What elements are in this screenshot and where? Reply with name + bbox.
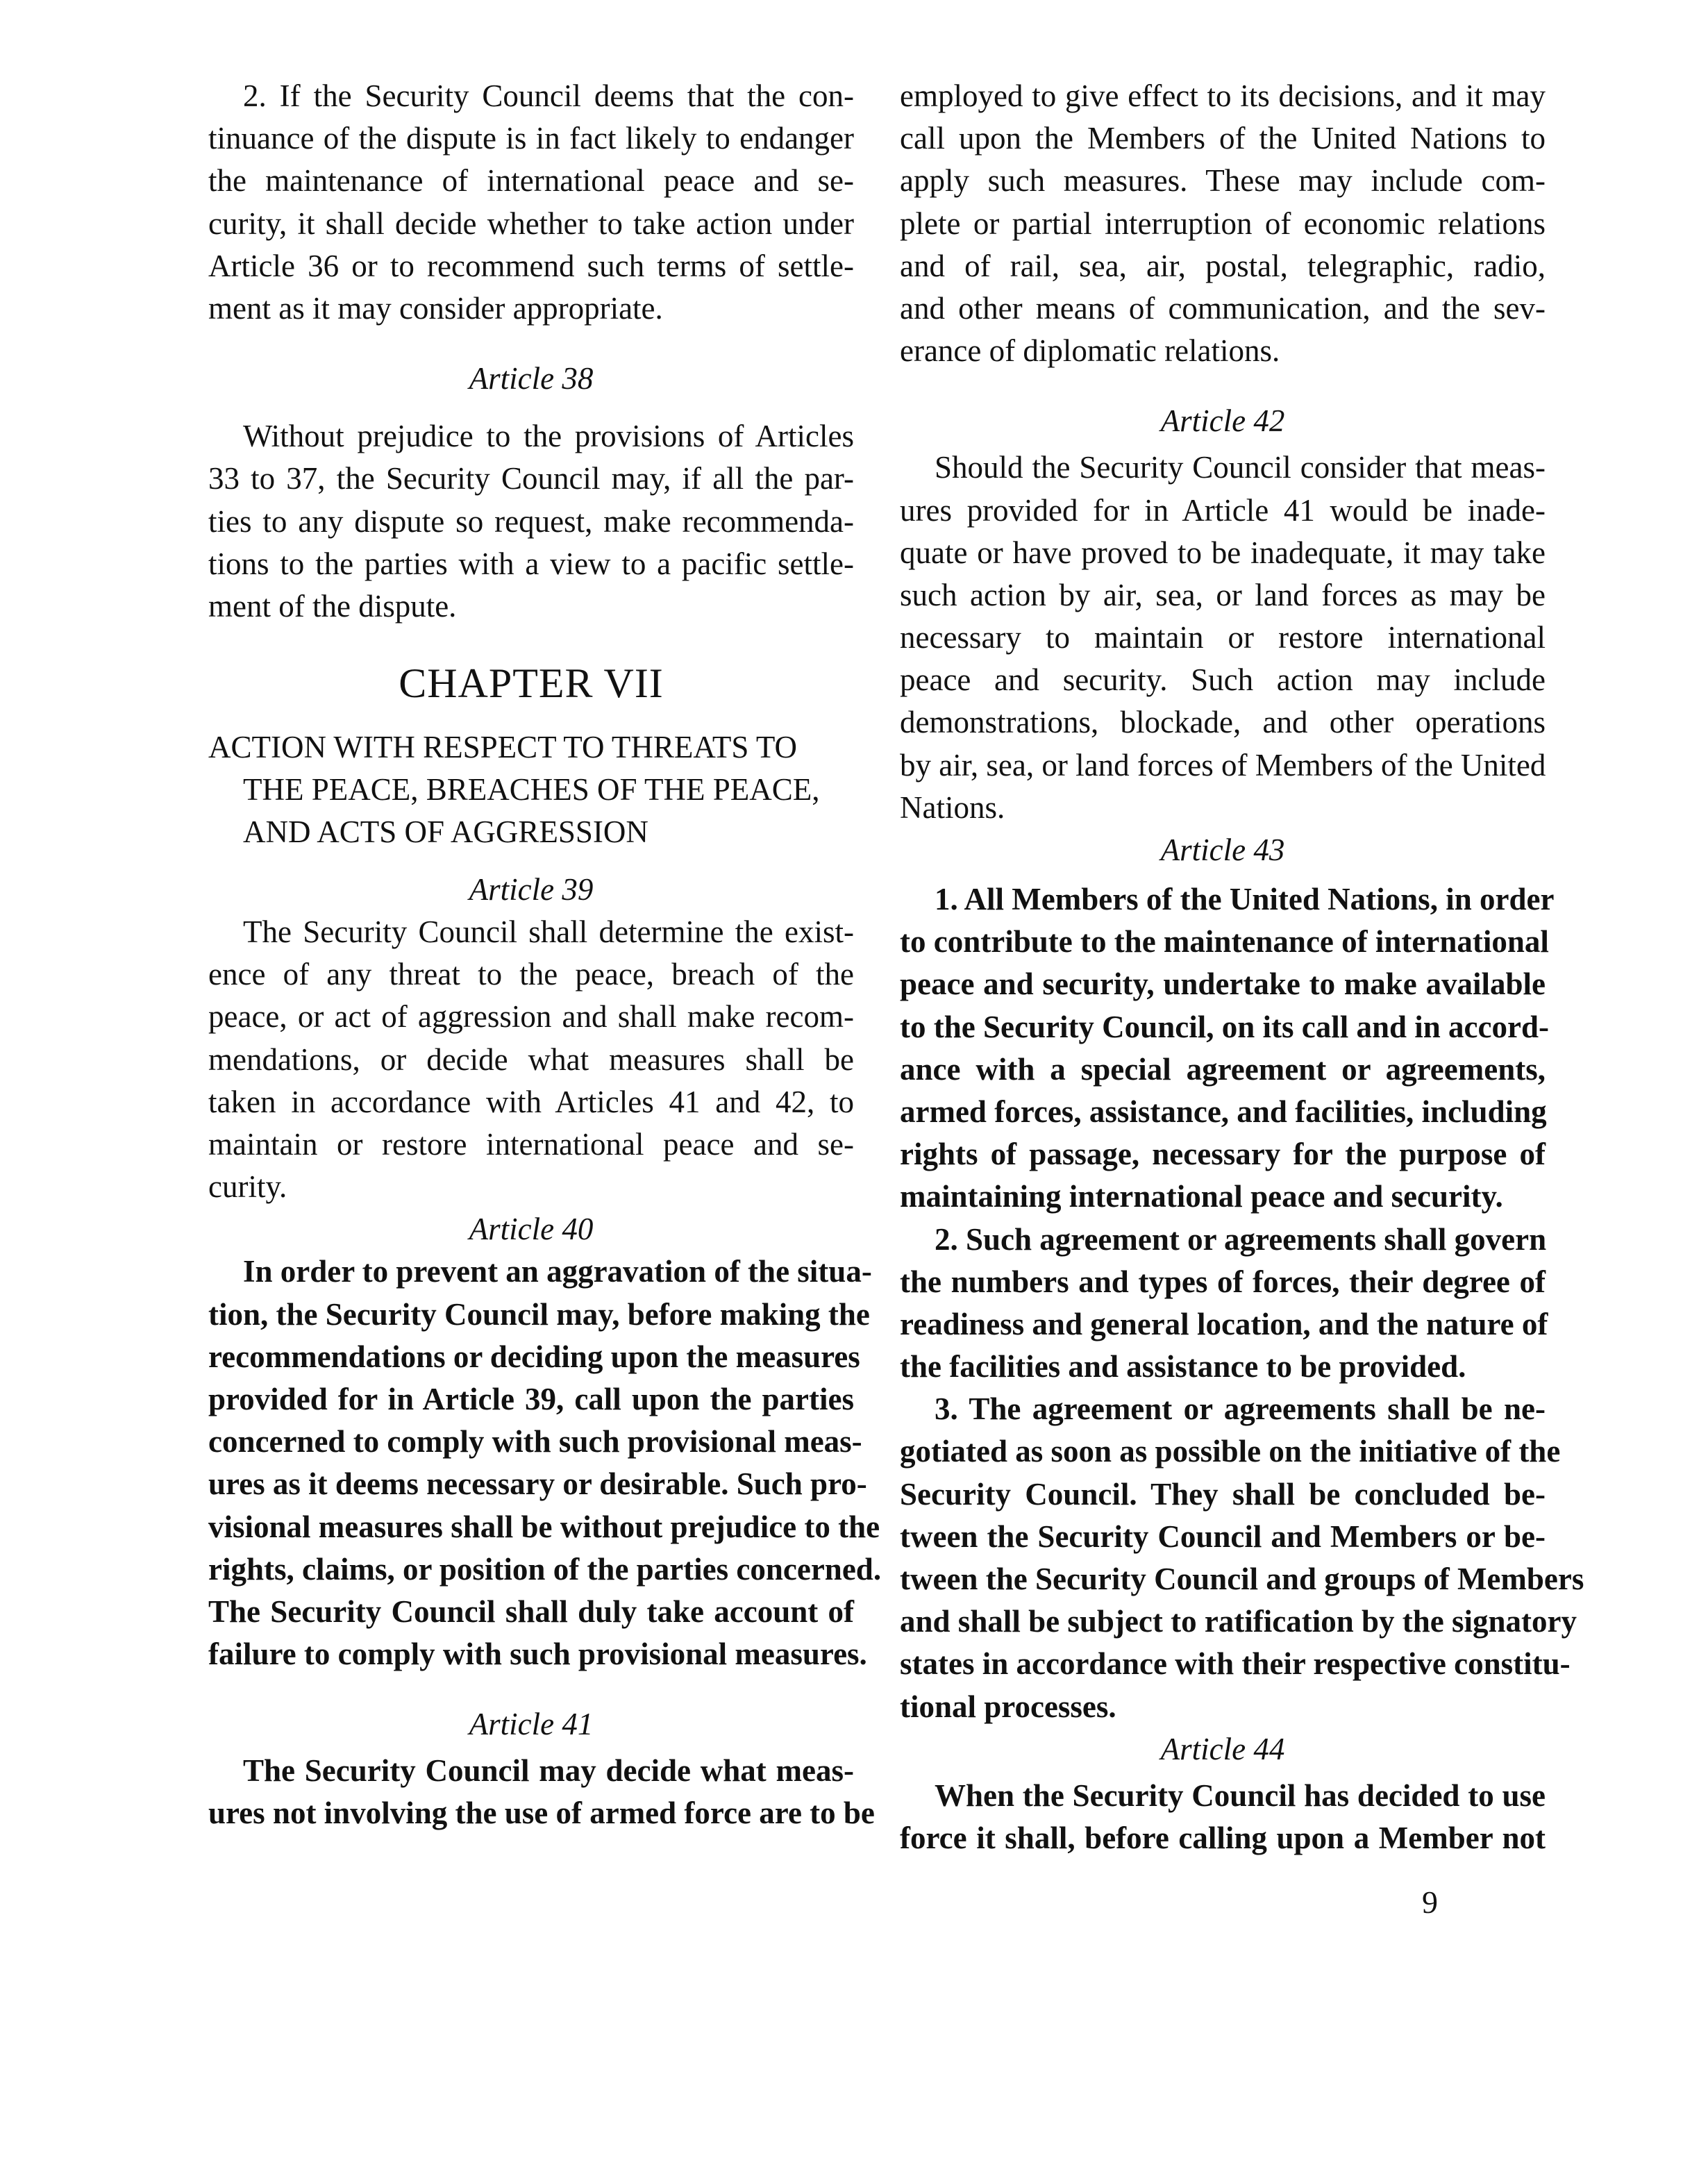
- text-line: maintaining international peace and security.: [900, 1179, 1503, 1214]
- article-38-body: [208, 415, 854, 628]
- text-line: call upon the Members of the United Nations to: [900, 121, 1546, 156]
- text-line: erance of diplomatic relations.: [900, 333, 1280, 369]
- text-line: quate or have proved to be inadequate, it may take: [900, 535, 1546, 570]
- text-line: mendations, or decide what measures shall be: [208, 1042, 854, 1077]
- text-line: curity.: [208, 1169, 287, 1205]
- article-heading: Article 40: [469, 1212, 594, 1247]
- chapter-title-line: AND ACTS OF AGGRESSION: [243, 814, 648, 850]
- text-line: ment of the dispute.: [208, 588, 457, 624]
- chapter-title: [208, 726, 854, 853]
- article-43-paragraph-3: [900, 1388, 1584, 1728]
- text-line: The Security Council shall determine the exist-: [243, 914, 854, 950]
- text-line: tions to the parties with a view to a pacific settle-: [208, 546, 854, 581]
- text-line: ties to any dispute so request, make recommenda-: [208, 503, 854, 539]
- chapter-title-line: THE PEACE, BREACHES OF THE PEACE,: [243, 772, 820, 808]
- article-heading: Article 42: [1160, 403, 1285, 439]
- text-line: demonstrations, blockade, and other operations: [900, 705, 1546, 740]
- text-line: taken in accordance with Articles 41 and 42, to: [208, 1084, 854, 1119]
- text-line: force it shall, before calling upon a Member not: [900, 1820, 1546, 1855]
- text-line: and other means of communication, and the sev-: [900, 290, 1546, 326]
- text-line: to contribute to the maintenance of international: [900, 924, 1549, 960]
- text-line: 3. The agreement or agreements shall be ne-: [935, 1391, 1546, 1427]
- article-39-body: [208, 911, 854, 1208]
- text-line: tion, the Security Council may, before making the: [208, 1296, 870, 1332]
- article-heading: Article 44: [1160, 1731, 1285, 1766]
- article-43-paragraph-1: [900, 878, 1555, 1219]
- text-line: failure to comply with such provisional measures.: [208, 1637, 867, 1672]
- chapter-title-line: ACTION WITH RESPECT TO THREATS TO: [208, 730, 798, 765]
- article-41-body: [208, 1750, 875, 1834]
- article-40-body: [208, 1251, 882, 1675]
- text-line: Nations.: [900, 789, 1005, 825]
- right-column: [900, 75, 1584, 1859]
- text-line: the facilities and assistance to be provided.: [900, 1349, 1466, 1385]
- text-line: necessary to maintain or restore international: [900, 620, 1546, 655]
- article-37-paragraph-2: [208, 75, 854, 330]
- text-line: 33 to 37, the Security Council may, if all the par-: [208, 461, 854, 496]
- article-44-body: [900, 1775, 1546, 1859]
- text-line: peace and security, undertake to make available: [900, 967, 1546, 1002]
- article-heading: Article 39: [469, 872, 594, 908]
- text-line: Security Council. They shall be concluded be-: [900, 1476, 1546, 1512]
- text-line: ance with a special agreement or agreements,: [900, 1051, 1546, 1087]
- article-42-body: [900, 446, 1546, 829]
- text-line: Should the Security Council consider that meas-: [935, 450, 1546, 485]
- text-line: maintain or restore international peace and se-: [208, 1127, 854, 1162]
- article-43-paragraph-2: [900, 1219, 1546, 1389]
- text-line: In order to prevent an aggravation of the situa-: [243, 1254, 872, 1289]
- article-41-continued: [900, 75, 1546, 372]
- text-line: peace and security. Such action may include: [900, 662, 1546, 698]
- text-line: ence of any threat to the peace, breach of the: [208, 957, 854, 992]
- text-line: peace, or act of aggression and shall make recom-: [208, 999, 854, 1035]
- chapter-heading: CHAPTER VII: [399, 660, 664, 707]
- text-line: readiness and general location, and the nature of: [900, 1306, 1548, 1341]
- text-line: employed to give effect to its decisions, and it may: [900, 78, 1546, 113]
- text-line: ures provided for in Article 41 would be inade-: [900, 492, 1546, 528]
- text-line: Article 36 or to recommend such terms of settle-: [208, 248, 854, 283]
- article-heading: Article 41: [469, 1707, 594, 1742]
- text-line: rights of passage, necessary for the purpose of: [900, 1137, 1546, 1172]
- text-line: armed forces, assistance, and facilities, including: [900, 1094, 1547, 1129]
- text-line: ures as it deems necessary or desirable. Such pro-: [208, 1466, 867, 1502]
- text-line: tween the Security Council and Members or be-: [900, 1519, 1546, 1554]
- text-line: visional measures shall be without prejudice to the: [208, 1509, 880, 1544]
- text-line: plete or partial interruption of economic relations: [900, 206, 1546, 241]
- text-line: and shall be subject to ratification by the signatory: [900, 1604, 1577, 1639]
- article-heading: Article 43: [1160, 833, 1285, 867]
- text-line: 2. Such agreement or agreements shall govern: [935, 1221, 1547, 1257]
- text-line: gotiated as soon as possible on the initiative of the: [900, 1434, 1561, 1469]
- text-line: rights, claims, or position of the parties concerned.: [208, 1551, 882, 1587]
- page-number: 9: [1422, 1884, 1438, 1920]
- text-line: 2. If the Security Council deems that the con-: [243, 78, 854, 113]
- text-line: ures not involving the use of armed force are to be: [208, 1796, 875, 1831]
- text-line: 1. All Members of the United Nations, in order: [935, 882, 1555, 917]
- text-line: states in accordance with their respective constitu-: [900, 1646, 1571, 1682]
- text-line: tween the Security Council and groups of Members: [900, 1562, 1584, 1596]
- text-line: such action by air, sea, or land forces as may be: [900, 577, 1546, 612]
- text-line: the numbers and types of forces, their degree of: [900, 1264, 1546, 1299]
- text-line: provided for in Article 39, call upon the parties: [208, 1381, 854, 1416]
- article-heading: Article 38: [469, 361, 594, 396]
- text-line: concerned to comply with such provisional meas-: [208, 1424, 862, 1459]
- text-line: and of rail, sea, air, postal, telegraphic, radio,: [900, 248, 1546, 283]
- text-line: apply such measures. These may include com-: [900, 163, 1546, 199]
- text-line: the maintenance of international peace and se-: [208, 163, 854, 199]
- text-line: The Security Council may decide what meas-: [243, 1753, 854, 1789]
- text-line: recommendations or deciding upon the measures: [208, 1339, 860, 1374]
- text-line: The Security Council shall duly take account of: [208, 1594, 854, 1629]
- text-line: Without prejudice to the provisions of Articles: [243, 419, 854, 454]
- left-column: [208, 75, 882, 1835]
- text-line: ment as it may consider appropriate.: [208, 290, 663, 326]
- text-line: When the Security Council has decided to use: [935, 1778, 1546, 1813]
- text-line: tional processes.: [900, 1689, 1116, 1724]
- text-line: tinuance of the dispute is in fact likely to endanger: [208, 121, 854, 156]
- text-line: curity, it shall decide whether to take action under: [208, 206, 854, 241]
- text-line: by air, sea, or land forces of Members of the United: [900, 747, 1546, 783]
- text-line: to the Security Council, on its call and in accord-: [900, 1009, 1549, 1044]
